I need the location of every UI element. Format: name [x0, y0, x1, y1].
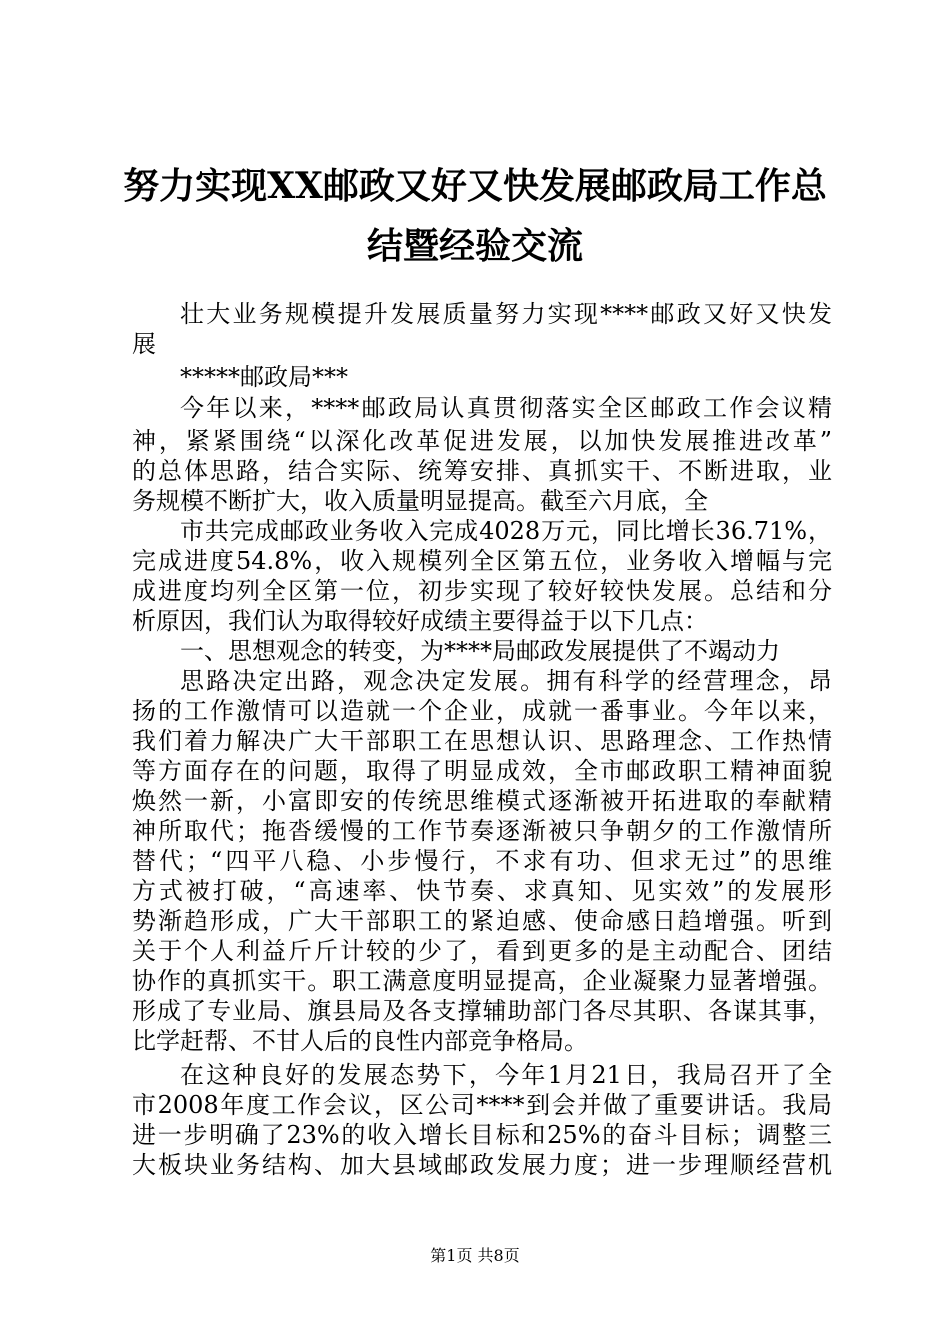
paragraph-line: 神所取代；拖沓缓慢的工作节奏逐渐被只争朝夕的工作激情所	[132, 817, 832, 845]
paragraph-line: 思路决定出路，观念决定发展。拥有科学的经营理念，昂	[180, 667, 832, 695]
paragraph-line: 在这种良好的发展态势下，今年1月21日，我局召开了全	[180, 1061, 832, 1089]
subtitle-line: 壮大业务规模提升发展质量努力实现****邮政又好又快发	[180, 300, 832, 328]
page-number-footer: 第1页 共8页	[430, 1246, 520, 1265]
section-heading: 一、思想观念的转变，为****局邮政发展提供了不竭动力	[180, 637, 780, 665]
author-line: *****邮政局***	[180, 363, 348, 391]
paragraph-line: 协作的真抓实干。职工满意度明显提高，企业凝聚力显著增强。	[132, 967, 832, 995]
paragraph-line: 形成了专业局、旗县局及各支撑辅助部门各尽其职、各谋其事，	[132, 997, 832, 1025]
paragraph-line: 市2008年度工作会议，区公司****到会并做了重要讲话。我局	[132, 1091, 832, 1119]
paragraph-line: 替代；“四平八稳、小步慢行，不求有功、但求无过”的思维	[132, 847, 832, 875]
subtitle-line: 展	[132, 330, 156, 358]
paragraph-line: 进一步明确了23%的收入增长目标和25%的奋斗目标；调整三	[132, 1121, 832, 1149]
paragraph-line: 比学赶帮、不甘人后的良性内部竞争格局。	[132, 1027, 588, 1055]
paragraph-line: 势渐趋形成，广大干部职工的紧迫感、使命感日趋增强。听到	[132, 907, 832, 935]
paragraph-line: 我们着力解决广大干部职工在思想认识、思路理念、工作热情	[132, 727, 832, 755]
document-title-line-2: 结暨经验交流	[366, 225, 583, 267]
paragraph-line: 完成进度54.8%，收入规模列全区第五位，业务收入增幅与完	[132, 547, 832, 575]
paragraph-line: 方式被打破，“高速率、快节奏、求真知、见实效”的发展形	[132, 877, 832, 905]
paragraph-line: 等方面存在的问题，取得了明显成效，全市邮政职工精神面貌	[132, 757, 832, 785]
paragraph-line: 扬的工作激情可以造就一个企业，成就一番事业。今年以来，	[132, 697, 832, 725]
paragraph-line: 的总体思路，结合实际、统筹安排、真抓实干、不断进取，业	[132, 457, 832, 485]
paragraph-line: 大板块业务结构、加大县域邮政发展力度；进一步理顺经营机	[132, 1151, 832, 1179]
paragraph-line: 焕然一新，小富即安的传统思维模式逐渐被开拓进取的奉献精	[132, 787, 832, 815]
paragraph-line: 成进度均列全区第一位，初步实现了较好较快发展。总结和分	[132, 577, 832, 605]
paragraph-line: 析原因，我们认为取得较好成绩主要得益于以下几点：	[132, 607, 708, 635]
document-title-line-1: 努力实现XX邮政又好又快发展邮政局工作总	[123, 165, 827, 207]
paragraph-line: 神，紧紧围绕“以深化改革促进发展，以加快发展推进改革”	[132, 427, 832, 455]
paragraph-line: 今年以来，****邮政局认真贯彻落实全区邮政工作会议精	[180, 394, 832, 422]
paragraph-line: 市共完成邮政业务收入完成4028万元，同比增长36.71%，	[180, 517, 832, 545]
paragraph-line: 关于个人利益斤斤计较的少了，看到更多的是主动配合、团结	[132, 937, 832, 965]
paragraph-line: 务规模不断扩大，收入质量明显提高。截至六月底，全	[132, 487, 708, 515]
